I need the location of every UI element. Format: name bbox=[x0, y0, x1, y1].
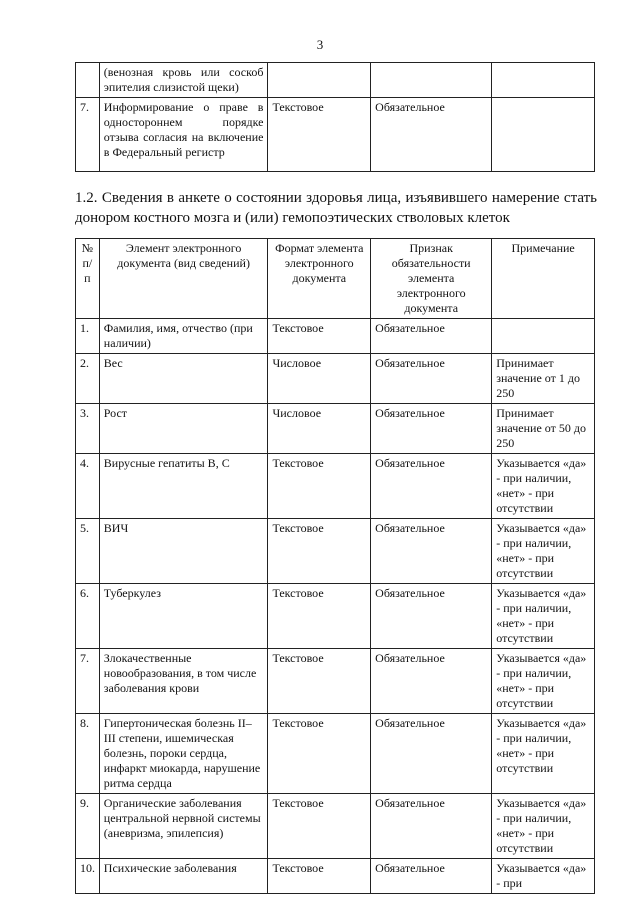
cell-note bbox=[492, 319, 595, 354]
cell-num: 8. bbox=[76, 714, 100, 794]
table-row bbox=[76, 859, 595, 894]
header-format: Формат элемента электронного документа bbox=[268, 239, 371, 319]
cell-sign: Обязательное bbox=[371, 859, 492, 894]
cell-sign: Обязательное bbox=[371, 519, 492, 584]
cell-num: 2. bbox=[76, 354, 100, 404]
table-row bbox=[76, 63, 595, 98]
cell-note: Принимает значение от 50 до 250 bbox=[492, 404, 595, 454]
cell-note bbox=[492, 63, 595, 98]
cell-format: Текстовое bbox=[268, 649, 371, 714]
cell-element: Органические заболевания центральной нервной системы (аневризма, эпилепсия) bbox=[99, 794, 268, 859]
cell-sign: Обязательное bbox=[371, 98, 492, 172]
cell-note: Указывается «да» - при наличии, «нет» - при отсутствии bbox=[492, 519, 595, 584]
cell-sign: Обязательное bbox=[371, 649, 492, 714]
cell-format: Текстовое bbox=[268, 519, 371, 584]
cell-element: Фамилия, имя, отчество (при наличии) bbox=[99, 319, 268, 354]
cell-sign: Обязательное bbox=[371, 714, 492, 794]
cell-num: 3. bbox=[76, 404, 100, 454]
header-note: Примечание bbox=[492, 239, 595, 319]
cell-num: 7. bbox=[76, 98, 100, 172]
cell-format: Текстовое bbox=[268, 319, 371, 354]
cell-element: Информирование о праве в одностороннем порядке отзыва согласия на включение в Федеральный регистр bbox=[99, 98, 268, 172]
cell-sign: Обязательное bbox=[371, 319, 492, 354]
cell-num: 1. bbox=[76, 319, 100, 354]
cell-element: Психические заболевания bbox=[99, 859, 268, 894]
table-row bbox=[76, 404, 595, 454]
table-header-row bbox=[76, 239, 595, 319]
cell-num: 9. bbox=[76, 794, 100, 859]
cell-note: Указывается «да» - при наличии, «нет» - при отсутствии bbox=[492, 714, 595, 794]
cell-format: Текстовое bbox=[268, 454, 371, 519]
cell-sign: Обязательное bbox=[371, 584, 492, 649]
cell-sign bbox=[371, 63, 492, 98]
cell-sign: Обязательное bbox=[371, 454, 492, 519]
cell-format: Текстовое bbox=[268, 794, 371, 859]
cell-note: Указывается «да» - при bbox=[492, 859, 595, 894]
cell-sign: Обязательное bbox=[371, 354, 492, 404]
cell-num: 6. bbox=[76, 584, 100, 649]
cell-element: (венозная кровь или соскоб эпителия слизистой щеки) bbox=[99, 63, 268, 98]
header-element: Элемент электронного документа (вид сведений) bbox=[99, 239, 268, 319]
cell-note: Указывается «да» - при наличии, «нет» - при отсутствии bbox=[492, 454, 595, 519]
table-row bbox=[76, 714, 595, 794]
cell-num: 7. bbox=[76, 649, 100, 714]
cell-num: 5. bbox=[76, 519, 100, 584]
cell-format: Текстовое bbox=[268, 714, 371, 794]
cell-sign: Обязательное bbox=[371, 404, 492, 454]
cell-format: Числовое bbox=[268, 354, 371, 404]
cell-num bbox=[76, 63, 100, 98]
cell-element: Туберкулез bbox=[99, 584, 268, 649]
table-row bbox=[76, 519, 595, 584]
cell-format bbox=[268, 63, 371, 98]
table-row bbox=[76, 454, 595, 519]
cell-num: 10. bbox=[76, 859, 100, 894]
page-number: 3 bbox=[316, 37, 324, 52]
cell-format: Текстовое bbox=[268, 859, 371, 894]
prev-table bbox=[75, 62, 595, 172]
cell-note bbox=[492, 98, 595, 172]
cell-note: Указывается «да» - при наличии, «нет» - при отсутствии bbox=[492, 584, 595, 649]
cell-element: ВИЧ bbox=[99, 519, 268, 584]
cell-sign: Обязательное bbox=[371, 794, 492, 859]
table-row bbox=[76, 319, 595, 354]
cell-note: Указывается «да» - при наличии, «нет» - при отсутствии bbox=[492, 649, 595, 714]
header-sign: Признак обязательности элемента электронного документа bbox=[371, 239, 492, 319]
header-num: № п/п bbox=[76, 239, 100, 319]
cell-element: Вес bbox=[99, 354, 268, 404]
cell-element: Вирусные гепатиты В, С bbox=[99, 454, 268, 519]
table-row bbox=[76, 584, 595, 649]
table-row bbox=[76, 794, 595, 859]
cell-format: Текстовое bbox=[268, 584, 371, 649]
table-row bbox=[76, 354, 595, 404]
cell-format: Числовое bbox=[268, 404, 371, 454]
cell-element: Злокачественные новообразования, в том числе заболевания крови bbox=[99, 649, 268, 714]
cell-element: Рост bbox=[99, 404, 268, 454]
cell-format: Текстовое bbox=[268, 98, 371, 172]
cell-note: Указывается «да» - при наличии, «нет» - при отсутствии bbox=[492, 794, 595, 859]
cell-note: Принимает значение от 1 до 250 bbox=[492, 354, 595, 404]
health-table bbox=[75, 238, 595, 894]
table-row bbox=[76, 98, 595, 172]
section-heading: 1.2. Сведения в анкете о состоянии здоровья лица, изъявившего намерение стать донором костного мозга и (или) гемопоэтических стволовых клеток bbox=[75, 190, 597, 226]
cell-num: 4. bbox=[76, 454, 100, 519]
cell-element: Гипертоническая болезнь II–III степени, ишемическая болезнь, пороки сердца, инфаркт миокарда, нарушение ритма сердца bbox=[99, 714, 268, 794]
table-row bbox=[76, 649, 595, 714]
